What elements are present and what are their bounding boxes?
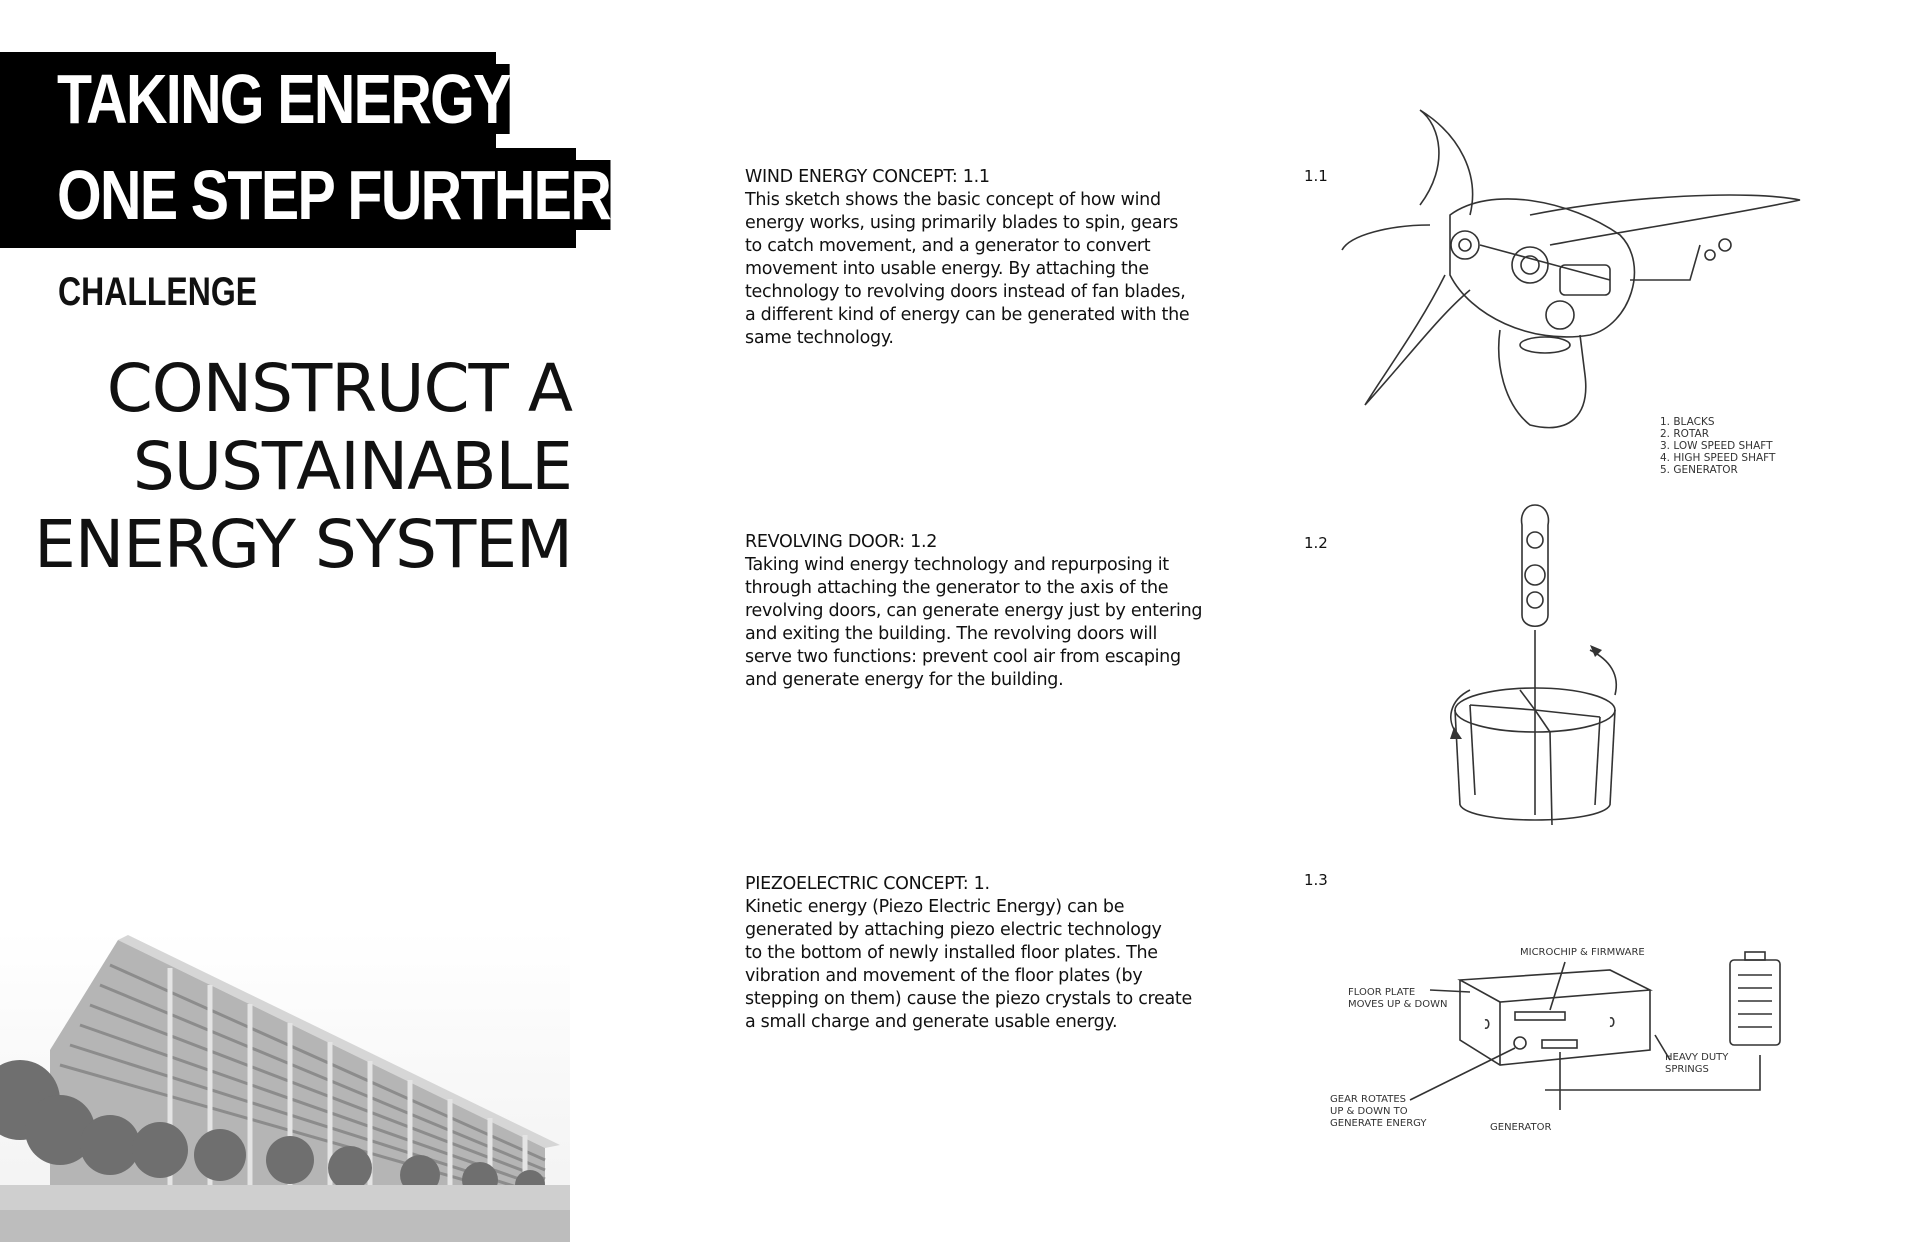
- annotation-microchip: MICROCHIP & FIRMWARE: [1520, 947, 1645, 958]
- revolving-door-concept: [745, 531, 1205, 692]
- wind-energy-concept: [745, 166, 1205, 350]
- annotation-gear-1: GEAR ROTATES: [1330, 1094, 1407, 1105]
- legend-item-3: 3. LOW SPEED SHAFT: [1660, 440, 1773, 452]
- title-line-1: TAKING ENERGY: [57, 60, 510, 138]
- wind-energy-body: This sketch shows the basic concept of how wind energy works, using primarily blades to spin, gears to catch movement, and a generator to convert movement into usable energy. By attaching the technology to revolving doors instead of fan blades, a different kind of energy can be generated with the same technology.: [745, 190, 1190, 348]
- annotation-gear-2: UP & DOWN TO: [1330, 1106, 1408, 1117]
- statement-line-2: SUSTAINABLE: [132, 428, 572, 505]
- revolving-door-title: REVOLVING DOOR: 1.2: [745, 532, 938, 552]
- title-banner-line-2: [0, 148, 611, 248]
- title-line-2: ONE STEP FURTHER: [57, 156, 611, 234]
- legend-item-2: 2. ROTAR: [1660, 428, 1709, 440]
- legend-item-5: 5. GENERATOR: [1660, 464, 1738, 476]
- building-photo: [0, 930, 570, 1242]
- section-label: CHALLENGE: [58, 270, 258, 314]
- revolving-door-body: Taking wind energy technology and repurposing it through attaching the generator to the axis of the revolving doors, can generate energy just by entering and exiting the building. The revolving doors will serve two functions: prevent cool air from escaping and generate energy for the building.: [745, 555, 1203, 690]
- annotation-gear-3: GENERATE ENERGY: [1330, 1118, 1427, 1129]
- piezoelectric-sketch: [1320, 940, 1800, 1140]
- legend-item-4: 4. HIGH SPEED SHAFT: [1660, 452, 1776, 464]
- annotation-springs-2: SPRINGS: [1665, 1064, 1709, 1075]
- statement-line-1: CONSTRUCT A: [106, 350, 572, 427]
- wind-energy-title: WIND ENERGY CONCEPT: 1.1: [745, 167, 990, 187]
- figure-1-label: 1.1: [1304, 167, 1328, 185]
- legend-item-1: 1. BLACKS: [1660, 416, 1715, 428]
- figure-3-label: 1.3: [1304, 871, 1328, 889]
- annotation-floor-plate-2: MOVES UP & DOWN: [1348, 999, 1448, 1010]
- revolving-door-sketch: [1440, 495, 1640, 835]
- wind-turbine-sketch: [1330, 105, 1820, 485]
- annotation-generator: GENERATOR: [1490, 1122, 1552, 1133]
- figure-2-label: 1.2: [1304, 534, 1328, 552]
- piezoelectric-concept: [745, 873, 1205, 1034]
- title-banner-line-1: [0, 52, 510, 150]
- piezoelectric-title: PIEZOELECTRIC CONCEPT: 1.: [745, 874, 990, 894]
- challenge-statement: [12, 350, 572, 584]
- annotation-floor-plate-1: FLOOR PLATE: [1348, 987, 1416, 998]
- annotation-springs-1: HEAVY DUTY: [1665, 1052, 1729, 1063]
- piezoelectric-body: Kinetic energy (Piezo Electric Energy) can be generated by attaching piezo electric technology to the bottom of newly installed floor plates. The vibration and movement of the floor plates (by stepping on them) cause the piezo crystals to create a small charge and generate usable energy.: [745, 897, 1192, 1032]
- statement-line-3: ENERGY SYSTEM: [34, 506, 572, 583]
